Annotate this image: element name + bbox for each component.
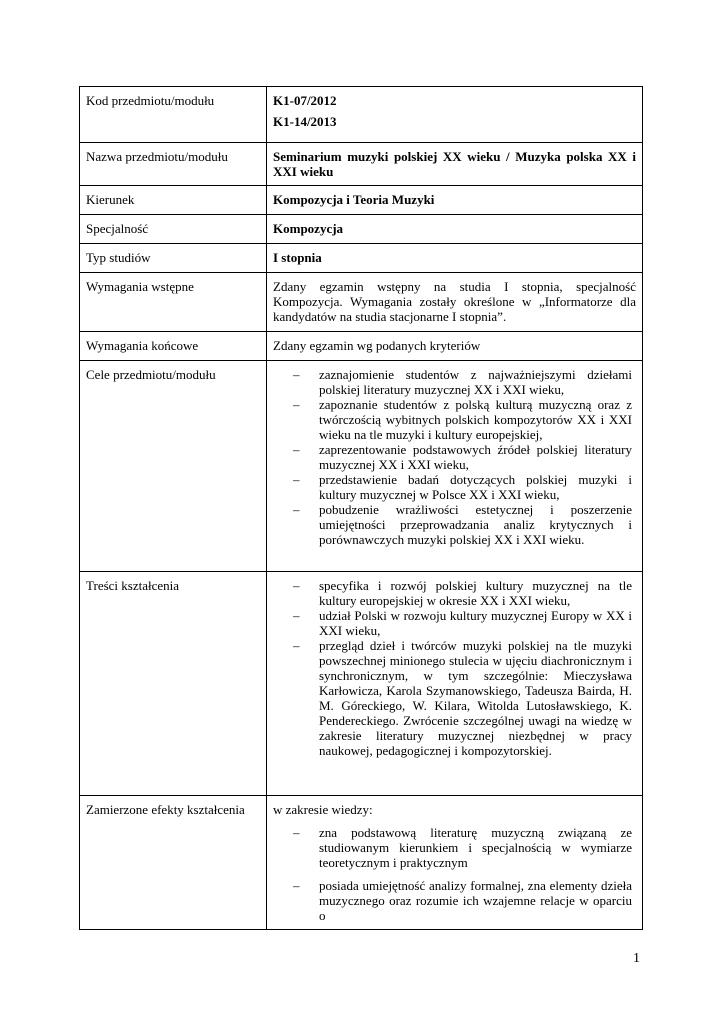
syllabus-table: [79, 86, 643, 930]
objectives-list: [273, 367, 636, 547]
list-item: – zapoznanie studentów z polską kulturą muzyczną oraz z twórczością wybitnych polskich kompozytorów XX i XXI wieku na tle muzyki i kultury europejskiej,: [273, 397, 636, 442]
label-course-code: Kod przedmiotu/modułu: [80, 87, 267, 143]
row-contents: [80, 572, 643, 796]
list-item: – pobudzenie wrażliwości estetycznej i poszerzenie umiejętności przeprowadzania analiz krytycznych i porównawczych muzyki polskiej XX i XXI wieku.: [273, 502, 636, 547]
page-number: 1: [633, 951, 640, 966]
label-objectives: Cele przedmiotu/modułu: [80, 361, 267, 572]
list-item: – posiada umiejętność analizy formalnej, zna elementy dzieła muzycznego oraz rozumie ich wzajemne relacje w oparciu o: [273, 878, 636, 923]
row-course-code: [80, 87, 643, 143]
value-course-code: [267, 87, 643, 143]
list-item: – zaznajomienie studentów z najważniejszymi dziełami polskiej literatury muzycznej XX i XXI wieku,: [273, 367, 636, 397]
value-contents: [267, 572, 643, 796]
row-specialty: [80, 215, 643, 244]
row-objectives: [80, 361, 643, 572]
course-code-2: K1-14/2013: [273, 114, 337, 129]
list-item: – przegląd dzieł i twórców muzyki polskiej na tle muzyki powszechnej minionego stulecia w ujęciu diachronicznym i synchronicznym, w tym szczególnie: Mieczysława Karłowicza, Karola Szymanowskiego, Tadeusza Bairda, H. M. Góreckiego, W. Kilara, Witolda Lutosławskiego, K. Pendereckiego. Zwrócenie szczególnej uwagi na wiedzę w zakresie literatury muzycznej niezbędnej w pracy naukowej, pedagogicznej i kompozytorskiej.: [273, 638, 636, 758]
label-specialty: Specjalność: [80, 215, 267, 244]
row-final-requirements: [80, 332, 643, 361]
value-course-name: Seminarium muzyki polskiej XX wieku / Muzyka polska XX i XXI wieku: [267, 143, 643, 186]
label-course-name: Nazwa przedmiotu/modułu: [80, 143, 267, 186]
list-item: – udział Polski w rozwoju kultury muzycznej Europy w XX i XXI wieku,: [273, 608, 636, 638]
label-field: Kierunek: [80, 186, 267, 215]
outcomes-intro: w zakresie wiedzy:: [273, 802, 373, 817]
label-contents: Treści kształcenia: [80, 572, 267, 796]
row-course-name: [80, 143, 643, 186]
row-field: [80, 186, 643, 215]
list-item: – przedstawienie badań dotyczących polskiej muzyki i kultury muzycznej w Polsce XX i XXI wieku,: [273, 472, 636, 502]
value-entry-requirements: Zdany egzamin wstępny na studia I stopnia, specjalność Kompozycja. Wymagania zostały określone w „Informatorze dla kandydatów na studia stacjonarne I stopnia”.: [267, 273, 643, 332]
list-item: – zaprezentowanie podstawowych źródeł polskiej literatury muzycznej XX i XXI wieku,: [273, 442, 636, 472]
course-code-1: K1-07/2012: [273, 93, 337, 108]
row-entry-requirements: [80, 273, 643, 332]
value-objectives: [267, 361, 643, 572]
label-learning-outcomes: Zamierzone efekty kształcenia: [80, 796, 267, 930]
value-study-type: I stopnia: [267, 244, 643, 273]
value-learning-outcomes: [267, 796, 643, 930]
value-final-requirements: Zdany egzamin wg podanych kryteriów: [267, 332, 643, 361]
list-item: – specyfika i rozwój polskiej kultury muzycznej na tle kultury europejskiej w okresie XX i XXI wieku,: [273, 578, 636, 608]
value-specialty: Kompozycja: [267, 215, 643, 244]
contents-list: [273, 578, 636, 758]
label-entry-requirements: Wymagania wstępne: [80, 273, 267, 332]
row-learning-outcomes: [80, 796, 643, 930]
list-item: – zna podstawową literaturę muzyczną związaną ze studiowanym kierunkiem i specjalnością w wymiarze teoretycznym i praktycznym: [273, 825, 636, 870]
outcomes-list: [273, 825, 636, 923]
row-study-type: [80, 244, 643, 273]
value-field: Kompozycja i Teoria Muzyki: [267, 186, 643, 215]
label-study-type: Typ studiów: [80, 244, 267, 273]
label-final-requirements: Wymagania końcowe: [80, 332, 267, 361]
